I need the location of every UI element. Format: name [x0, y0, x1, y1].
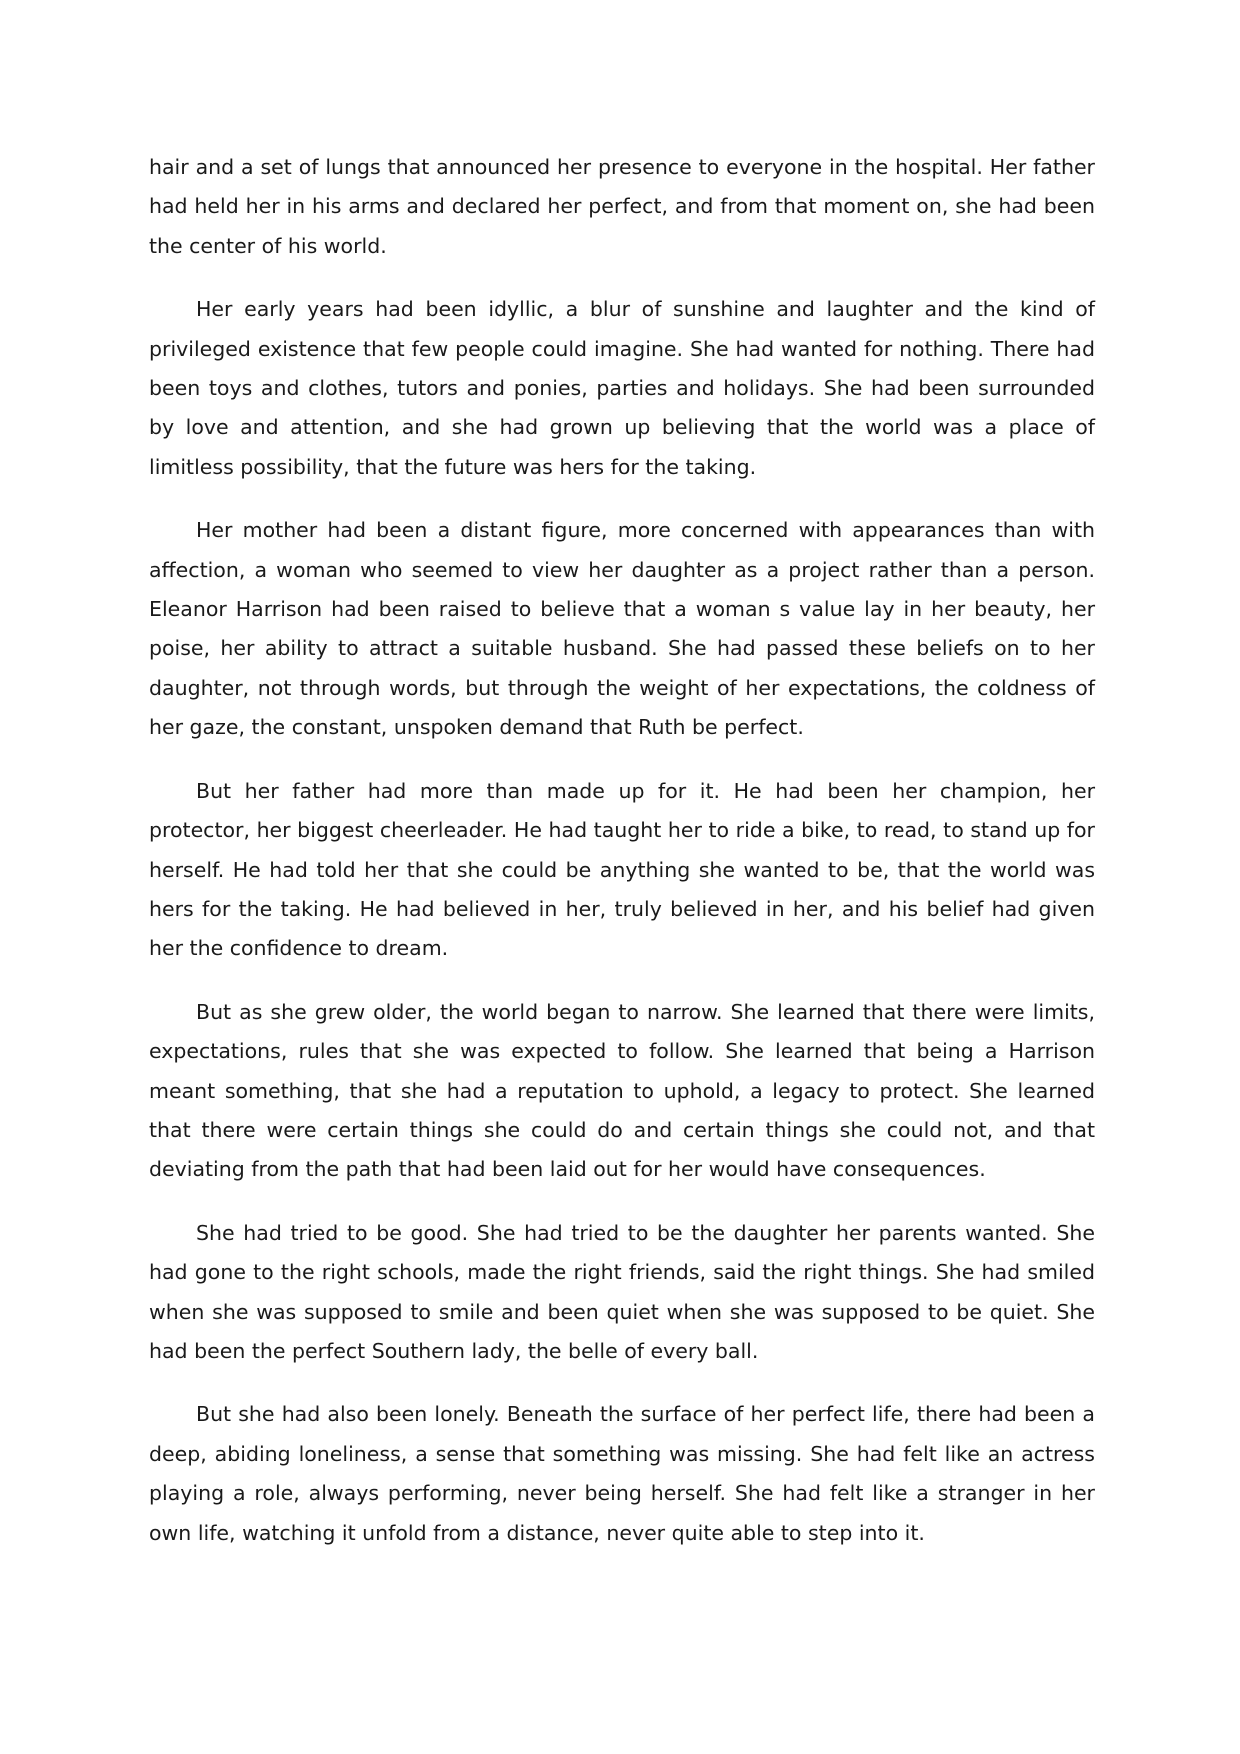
paragraph-3: Her mother had been a distant figure, more concerned with appearances than with affection, a woman who seemed to view her daughter as a project rather than a person. Eleanor Harrison had been raised to believe that a woman s value lay in her beauty, her poise, her ability to attract a suitable husband. She had passed these beliefs on to her daughter, not through words, but through the weight of her expectations, the coldness of her gaze, the constant, unspoken demand that Ruth be perfect. — [149, 518, 1095, 740]
document-body — [149, 148, 1095, 1577]
paragraph-4: But her father had more than made up for it. He had been her champion, her protector, her biggest cheerleader. He had taught her to ride a bike, to read, to stand up for herself. He had told her that she could be anything she wanted to be, that the world was hers for the taking. He had believed in her, truly believed in her, and his belief had given her the confidence to dream. — [149, 778, 1095, 961]
paragraph-7: But she had also been lonely. Beneath the surface of her perfect life, there had been a deep, abiding loneliness, a sense that something was missing. She had felt like an actress playing a role, always performing, never being herself. She had felt like a stranger in her own life, watching it unfold from a distance, never quite able to step into it. — [149, 1402, 1095, 1545]
paragraph-5: But as she grew older, the world began to narrow. She learned that there were limits, expectations, rules that she was expected to follow. She learned that being a Harrison meant something, that she had a reputation to uphold, a legacy to protect. She learned that there were certain things she could do and certain things she could not, and that deviating from the path that had been laid out for her would have consequences. — [149, 999, 1095, 1182]
paragraph-1: hair and a set of lungs that announced her presence to everyone in the hospital. Her father had held her in his arms and declared her perfect, and from that moment on, she had been the center of his world. — [149, 155, 1095, 258]
paragraph-6: She had tried to be good. She had tried to be the daughter her parents wanted. She had gone to the right schools, made the right friends, said the right things. She had smiled when she was supposed to smile and been quiet when she was supposed to be quiet. She had been the perfect Southern lady, the belle of every ball. — [149, 1220, 1095, 1363]
paragraph-2: Her early years had been idyllic, a blur of sunshine and laughter and the kind of privileged existence that few people could imagine. She had wanted for nothing. There had been toys and clothes, tutors and ponies, parties and holidays. She had been surrounded by love and attention, and she had grown up believing that the world was a place of limitless possibility, that the future was hers for the taking. — [149, 297, 1095, 479]
